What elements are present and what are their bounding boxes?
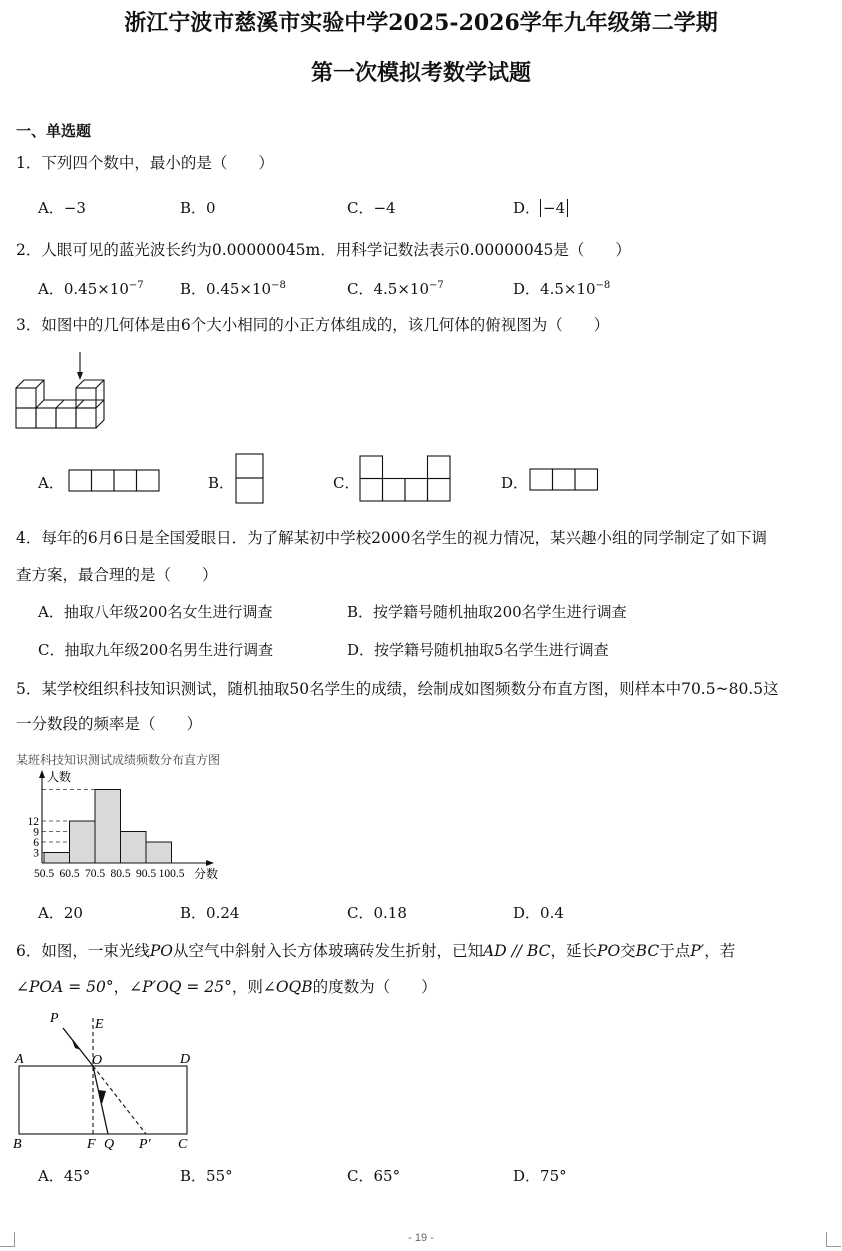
- q6-t5: ，延长: [550, 942, 598, 960]
- y-axis-label: 人数: [47, 770, 72, 784]
- q6-t8: BC: [635, 942, 660, 960]
- section-heading: 一、单选题: [16, 122, 92, 140]
- q6-sep: ，: [113, 978, 130, 996]
- x-tick-label: 60.5: [59, 868, 80, 880]
- label-a: A: [15, 1052, 24, 1067]
- histogram-bar: [95, 790, 121, 864]
- label-e: E: [95, 1017, 104, 1032]
- q1-option-b[interactable]: B．0: [180, 199, 216, 217]
- q6-angle-poq: ∠P′OQ = 25°: [129, 978, 232, 996]
- q2-d-base: D．4.5×10: [513, 280, 596, 298]
- label-d: D: [180, 1052, 191, 1067]
- corner-mark-left: [0, 1232, 15, 1247]
- x-tick-label: 90.5: [135, 868, 157, 880]
- q6-t9: 于点: [659, 942, 691, 960]
- histogram-bars: [44, 790, 172, 864]
- q5-stem-line-1: 5．某学校组织科技知识测试，随机抽取50名学生的成绩，绘制成如图频数分布直方图，则样本中70.5~80.5这: [16, 680, 779, 698]
- q1-option-d-label: D．: [513, 199, 541, 217]
- q5-option-d[interactable]: D．0.4: [513, 904, 564, 922]
- q2-b-exp: −8: [271, 280, 286, 291]
- q6-t7: 交: [620, 942, 636, 960]
- q3-option-c-figure: [359, 455, 453, 503]
- q1-stem: 1．下列四个数中，最小的是（ ）: [16, 154, 274, 172]
- q5-option-c[interactable]: C．0.18: [347, 904, 407, 922]
- q5-stem-line-2: 一分数段的频率是（ ）: [16, 715, 203, 733]
- q1-option-c[interactable]: C．−4: [347, 199, 396, 217]
- q2-a-base: A．0.45×10: [38, 280, 129, 298]
- ray-oq: [93, 1066, 108, 1134]
- q3-option-d-figure: [529, 468, 599, 492]
- title-line-1: 浙江宁波市慈溪市实验中学2025-2026学年九年级第二学期: [124, 10, 718, 36]
- label-f: F: [87, 1137, 96, 1150]
- x-tick-label: 80.5: [110, 868, 131, 880]
- label-p: P: [50, 1011, 59, 1026]
- arrow-down-icon: [77, 372, 83, 380]
- q2-c-base: C．4.5×10: [347, 280, 429, 298]
- q3-option-a[interactable]: A．: [38, 474, 64, 492]
- label-p-prime: P′: [139, 1137, 151, 1150]
- q6-refraction-figure: [10, 1008, 210, 1150]
- x-tick-label: 50.5: [33, 868, 55, 880]
- q6-option-c[interactable]: C．65°: [347, 1167, 401, 1185]
- q6-t11: ，若: [704, 942, 736, 960]
- corner-mark-right: [826, 1232, 841, 1247]
- x-axis-label: 分数: [194, 867, 219, 881]
- q3-option-d[interactable]: D．: [501, 474, 529, 492]
- q4-option-c[interactable]: C．抽取九年级200名男生进行调查: [38, 641, 274, 659]
- title-line-2: 第一次模拟考数学试题: [310, 60, 531, 86]
- q2-option-b[interactable]: [180, 278, 286, 299]
- q6-option-a[interactable]: A．45°: [38, 1167, 91, 1185]
- q6-option-d[interactable]: D．75°: [513, 1167, 567, 1185]
- q3-option-b-figure: [235, 453, 265, 505]
- y-tick-label: 3: [33, 847, 39, 860]
- q4-option-a[interactable]: A．抽取八年级200名女生进行调查: [38, 603, 273, 621]
- q6-t6: PO: [597, 942, 621, 960]
- q6-t3: 从空气中斜射入长方体玻璃砖发生折射，已知: [173, 942, 484, 960]
- y-axis-arrow-icon: [39, 770, 45, 778]
- x-axis-arrow-icon: [206, 860, 214, 866]
- x-tick-label: 70.5: [84, 868, 106, 880]
- q1-option-d-abs: −4: [540, 199, 568, 217]
- q2-option-a[interactable]: [38, 278, 144, 299]
- q2-b-base: B．0.45×10: [180, 280, 272, 298]
- q2-d-exp: −8: [595, 280, 611, 291]
- label-b: B: [13, 1137, 22, 1150]
- page-number: - 19 -: [408, 1232, 434, 1244]
- q6-t4: AD // BC: [483, 942, 551, 960]
- q3-option-c[interactable]: C．: [333, 474, 360, 492]
- histogram-chart: [12, 766, 227, 884]
- q6-stem-line-2: [16, 975, 437, 997]
- y-tick-label: 9: [33, 826, 39, 839]
- q6-angle-oqb: ∠OQB: [262, 978, 313, 996]
- q2-option-d[interactable]: [513, 278, 610, 299]
- q6-t1: 6．如图，一束光线: [16, 942, 150, 960]
- histogram-bar: [44, 853, 70, 864]
- q6-t10: P′: [690, 942, 705, 960]
- q3-stem: 3．如图中的几何体是由6个大小相同的小正方体组成的，该几何体的俯视图为（ ）: [16, 316, 610, 334]
- label-q: Q: [104, 1137, 115, 1150]
- q6-stem-line-1: [16, 939, 735, 961]
- label-o: O: [92, 1053, 103, 1068]
- q2-stem: 2．人眼可见的蓝光波长约为0.00000045m．用科学记数法表示0.00000045是（ ）: [16, 241, 631, 259]
- q4-option-b[interactable]: B．按学籍号随机抽取200名学生进行调查: [347, 603, 627, 621]
- q1-option-d[interactable]: [513, 197, 568, 218]
- x-tick-label: 100.5: [158, 868, 185, 880]
- label-c: C: [178, 1137, 188, 1150]
- q4-option-d[interactable]: D．按学籍号随机抽取5名学生进行调查: [347, 641, 609, 659]
- y-tick-label: 12: [27, 816, 39, 828]
- q3-option-b[interactable]: B．: [208, 474, 235, 492]
- q3-option-a-figure: [68, 469, 162, 493]
- q6-t12: ，则: [231, 978, 263, 996]
- histogram-bar: [70, 821, 96, 863]
- histogram-bar: [121, 832, 147, 864]
- q6-option-b[interactable]: B．55°: [180, 1167, 233, 1185]
- q6-angle-poa: ∠POA = 50°: [16, 978, 114, 996]
- chart-title: 某班科技知识测试成绩频数分布直方图: [16, 753, 221, 767]
- q3-cube-figure: [12, 348, 117, 433]
- y-tick-label: 6: [33, 837, 39, 849]
- q4-stem-line-2: 查方案，最合理的是（ ）: [16, 566, 218, 584]
- q1-option-a[interactable]: A．−3: [38, 199, 86, 217]
- histogram-bar: [146, 842, 172, 863]
- q5-option-a[interactable]: A．20: [38, 904, 83, 922]
- q6-t13: 的度数为（ ）: [312, 978, 437, 996]
- q5-option-b[interactable]: B．0.24: [180, 904, 240, 922]
- q6-t2: PO: [149, 942, 174, 960]
- q2-option-c[interactable]: [347, 278, 444, 299]
- q2-a-exp: −7: [128, 280, 144, 291]
- q4-stem-line-1: 4．每年的6月6日是全国爱眼日．为了解某初中学校2000名学生的视力情况，某兴趣小组的同学制定了如下调: [16, 529, 768, 547]
- q2-c-exp: −7: [429, 280, 444, 291]
